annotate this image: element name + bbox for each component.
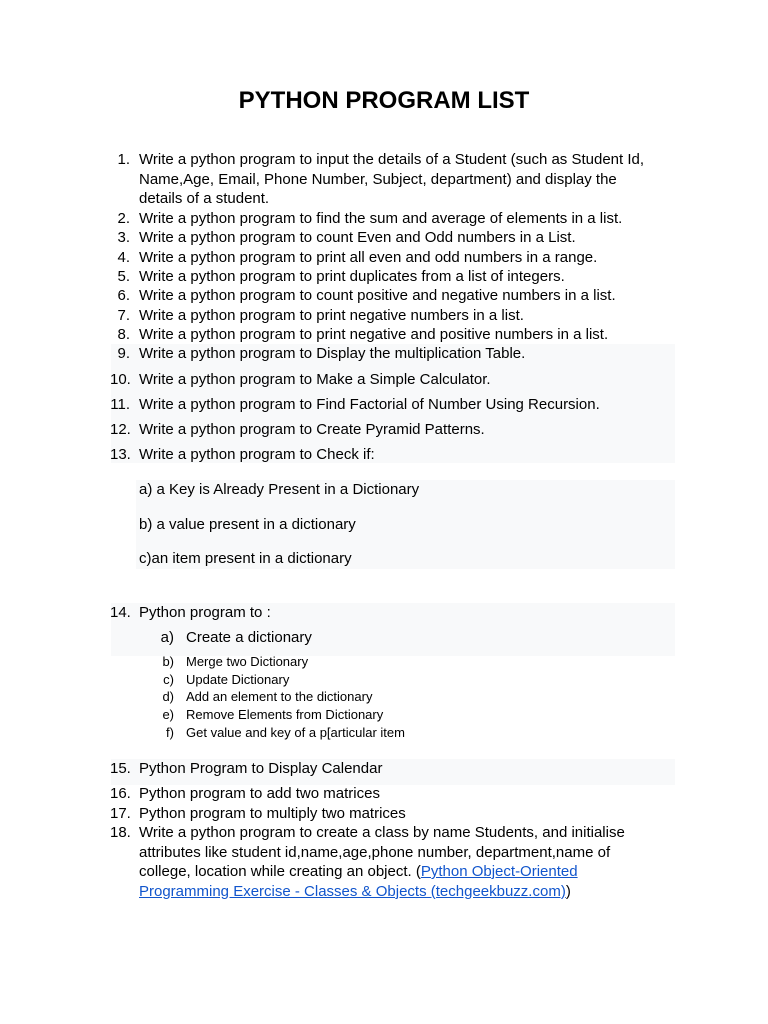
item-text: Python program to multiply two matrices [139, 804, 406, 822]
item13-sub-c: c)an item present in a dictionary [139, 550, 352, 567]
sub-text: Create a dictionary [186, 629, 312, 646]
item-text: Write a python program to Check if: [139, 445, 375, 463]
item-text: Write a python program to Find Factorial of Number Using Recursion. [139, 395, 600, 413]
item-text: Write a python program to print all even and odd numbers in a range. [139, 248, 598, 266]
item-number: 14. [110, 603, 131, 621]
item-text: Write a python program to print negative numbers in a list. [139, 306, 524, 324]
item-text: Write a python program to Create Pyramid Patterns. [139, 420, 485, 438]
sub-label: f) [166, 724, 174, 740]
item-text: Python Program to Display Calendar [139, 760, 383, 777]
item-number: 13. [110, 445, 131, 463]
item-text: Write a python program to find the sum and average of elements in a list. [139, 209, 623, 227]
item-number: 18. [110, 824, 131, 841]
item-number: 1. [117, 151, 130, 168]
item13-sub-b: b) a value present in a dictionary [139, 516, 356, 533]
item-text-with-link [139, 863, 578, 880]
item-text: details of a student. [139, 190, 270, 207]
item-text: Python program to : [139, 603, 271, 621]
item-number: 10. [110, 370, 131, 388]
item-text: Python program to add two matrices [139, 785, 380, 802]
item-number: 17. [110, 804, 131, 822]
sub-label: c) [163, 671, 174, 687]
sub-text: Add an element to the dictionary [186, 689, 373, 704]
sub-label: b) [162, 654, 174, 669]
item-number: 12. [110, 420, 131, 438]
techgeekbuzz-link[interactable]: Python Object-Oriented [420, 863, 578, 880]
page-title: PYTHON PROGRAM LIST [238, 87, 530, 114]
item-text: ) [565, 882, 571, 900]
techgeekbuzz-link[interactable]: Programming Exercise - Classes & Objects (techgeekbuzz.com) [139, 882, 566, 900]
item-text-with-link [139, 883, 571, 900]
item-number: 9. [117, 345, 130, 362]
item-text: Write a python program to Display the multiplication Table. [139, 345, 526, 362]
item-text: Write a python program to count Even and Odd numbers in a List. [139, 229, 576, 246]
item-text: Name,Age, Email, Phone Number, Subject, department) and display the [139, 170, 617, 188]
item-number: 2. [117, 209, 130, 227]
item-text: Write a python program to count positive and negative numbers in a list. [139, 287, 616, 304]
sub-text: Merge two Dictionary [186, 654, 309, 669]
sub-text: Update Dictionary [186, 671, 290, 687]
item-text: Write a python program to input the details of a Student (such as Student Id, [139, 151, 645, 168]
item-number: 6. [117, 287, 130, 304]
item-number: 16. [110, 785, 131, 802]
sub-label: a) [160, 629, 174, 646]
sub-label: e) [162, 706, 174, 722]
item13-sub-a: a) a Key is Already Present in a Dictionary [139, 481, 420, 498]
item-text: Write a python program to print duplicates from a list of integers. [139, 268, 565, 285]
item-number: 7. [117, 306, 130, 324]
sub-text: Remove Elements from Dictionary [186, 706, 384, 722]
item-text: Write a python program to create a class by name Students, and initialise [139, 824, 625, 841]
item-text: attributes like student id,name,age,phone number, department,name of [139, 843, 611, 861]
item-number: 11. [110, 395, 130, 413]
item-text: Write a python program to Make a Simple Calculator. [139, 370, 491, 388]
item-number: 3. [117, 229, 130, 246]
item-number: 8. [117, 326, 130, 343]
sub-label: d) [162, 689, 174, 704]
item-number: 15. [110, 760, 131, 777]
item-text: Write a python program to print negative and positive numbers in a list. [139, 326, 609, 343]
sub-text: Get value and key of a p[articular item [186, 724, 405, 740]
item-number: 5. [117, 268, 130, 285]
item-text: college, location while creating an object. ( [139, 863, 421, 880]
item-number: 4. [117, 248, 130, 266]
